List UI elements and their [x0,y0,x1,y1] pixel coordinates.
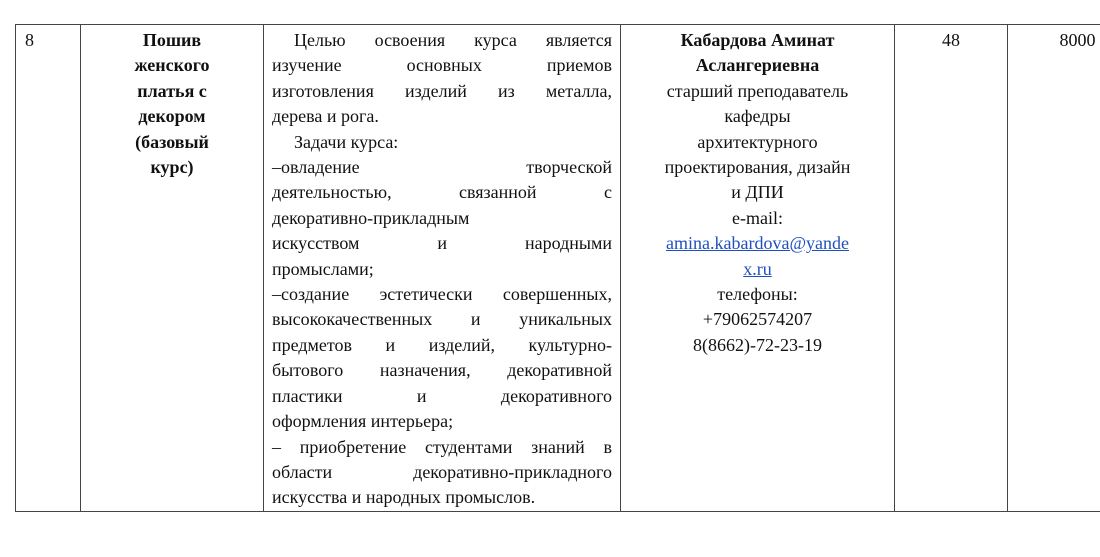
task-line: пластики и декоративного [272,385,612,406]
teacher-position-line: архитектурного [697,131,818,152]
task-line: промыслами; [272,258,374,279]
course-title-line: платья с [137,80,207,101]
course-price: 8000 [1059,30,1096,50]
task-line: оформления интерьера; [272,411,454,432]
course-title-line: Пошив [142,30,202,50]
course-description-cell [264,25,621,512]
row-number-cell [16,25,81,512]
course-title-line: (базовый [135,131,209,152]
teacher-name-line2: Аслангериевна [695,55,820,76]
course-title-line: женского [134,55,210,76]
email-line2: x.ru [743,258,772,279]
teacher-position-line: кафедры [724,106,791,127]
hours-cell [895,25,1008,512]
phone-1: +79062574207 [702,309,813,330]
goal-line: дерева и рога. [272,106,379,127]
task-line: –овладение творческой [272,157,612,178]
price-cell [1008,25,1100,512]
task-line: бытового назначения, декоративной [272,360,612,381]
teacher-name-line1: Кабардова Аминат [680,30,835,50]
tasks-heading: Задачи курса: [294,131,399,152]
teacher-position-line: проектирования, дизайн [664,157,851,178]
teacher-position-line: старший преподаватель [666,80,849,101]
teacher-cell [621,25,895,512]
table-row [16,25,1100,512]
email-line1: amina.kabardova@yande [666,233,849,254]
goal-line: Целью освоения курса является [294,30,612,50]
course-title-line: курс) [150,157,194,178]
phone-2: 8(8662)-72-23-19 [693,334,822,355]
course-table [15,24,1100,512]
goal-line: изучение основных приемов [272,55,612,76]
task-line: высококачественных и уникальных [272,309,612,330]
teacher-position-line: и ДПИ [731,182,784,203]
task-line: области декоративно-прикладного [272,461,612,482]
email-label: e-mail: [732,207,783,228]
course-hours: 48 [942,30,960,50]
email-link[interactable] [631,231,884,282]
phones-label: телефоны: [717,284,798,305]
task-line: предметов и изделий, культурно- [272,334,612,355]
goal-line: изготовления изделий из металла, [272,80,612,101]
task-line: декоративно-прикладным [272,207,470,228]
task-line: деятельностью, связанной с [272,182,612,203]
task-line: искусством и народными [272,233,612,254]
row-number: 8 [25,30,34,50]
task-line: –создание эстетически совершенных, [272,284,612,305]
task-line: – приобретение студентами знаний в [272,436,612,457]
course-title-cell [81,25,264,512]
task-line: искусства и народных промыслов. [272,487,536,508]
course-title-line: декором [138,106,206,127]
